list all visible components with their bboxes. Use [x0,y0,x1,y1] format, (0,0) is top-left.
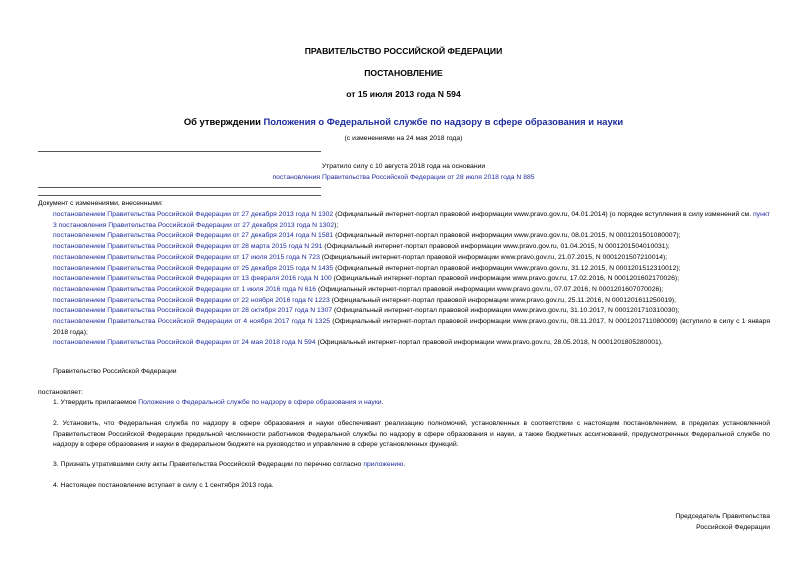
lost-force-link[interactable]: постановления Правительства Российской Федерации от 28 июля 2018 года N 885 [272,174,535,181]
amendment-link[interactable]: постановлением Правительства Российской Федерации от 25 декабря 2015 года N 1435 [53,264,334,272]
signature-title: Председатель Правительства [675,513,770,520]
list-item: постановлением Правительства Российской Федерации от 27 декабря 2014 года N 1581 (Официальный интернет-портал правовой информации www.pravo.gov.ru, 08.01.2015, N 0001201501080007); [53,232,681,240]
document-type: ПОСТАНОВЛЕНИЕ [364,68,443,78]
signature-body: Российской Федерации [696,524,770,531]
list-item: постановлением Правительства Российской Федерации от 22 ноября 2016 года N 1223 (Официальный интернет-портал правовой информации www.pravo.gov.ru, 25.11.2016, N 0001201611250019); [53,296,677,304]
amendment-link[interactable]: постановлением Правительства Российской Федерации от 17 июля 2015 года N 723 [53,253,320,261]
list-item: постановлением Правительства Российской Федерации от 17 июля 2015 года N 723 (Официальный интернет-портал правовой информации www.pravo.gov.ru, 21.07.2015, N 0001201507210014); [53,253,668,261]
amendment-link[interactable]: постановлением Правительства Российской Федерации от 4 ноября 2017 года N 1325 [53,318,331,326]
list-item: постановлением Правительства Российской Федерации от 13 февраля 2016 года N 100 (Официальный интернет-портал правовой информации www.pravo.gov.ru, 17.02.2016, N 0001201602170026); [53,275,679,283]
list-item: постановлением Правительства Российской Федерации от 1 июля 2016 года N 616 (Официальный интернет-портал правовой информации www.pravo.gov.ru, 07.07.2016, N 0001201607070026); [53,285,664,293]
title-prefix: Об утверждении [183,116,264,127]
divider [38,187,321,188]
changes-heading: Документ с изменениями, внесенными: [38,200,163,207]
amendment-link[interactable]: постановлением Правительства Российской Федерации от 27 декабря 2014 года N 1581 [53,232,334,240]
list-item: постановлением Правительства Российской Федерации от 28 октября 2017 года N 1307 (Официальный интернет-портал правовой информации www.pravo.gov.ru, 31.10.2017, N 0001201710310030); [53,307,680,315]
title-link[interactable]: Положения о Федеральной службе по надзору в сфере образования и науки [263,116,624,127]
list-item: постановлением Правительства Российской Федерации от 24 мая 2018 года N 594 (Официальный интернет-портал правовой информации www.pravo.gov.ru, 28.05.2018, N 0001201805280001). [53,339,663,347]
lost-force-line: Утратило силу с 10 августа 2018 года на основании [321,163,486,170]
amendment-link[interactable]: постановлением Правительства Российской Федерации от 27 декабря 2013 года N 1302 [53,211,334,218]
amended-note: (с изменениями на 24 мая 2018 года) [344,135,463,142]
amendment-link[interactable]: постановлением Правительства Российской Федерации от 1 июля 2016 года N 616 [53,285,317,293]
divider [38,151,321,152]
decree-verb: постановляет: [38,389,83,396]
divider [38,195,321,196]
issuing-body: Правительство Российской Федерации [53,368,177,375]
government-heading: ПРАВИТЕЛЬСТВО РОССИЙСКОЙ ФЕДЕРАЦИИ [304,46,503,56]
list-item: постановлением Правительства Российской Федерации от 25 декабря 2015 года N 1435 (Официальный интернет-портал правовой информации www.pravo.gov.ru, 31.12.2015, N 0001201512310012); [53,264,681,272]
amendment-link[interactable]: пункт 3 постановления Правительства Российской Федерации от 27 декабря 2013 года N 1302 [53,211,770,229]
amendment-link[interactable]: постановлением Правительства Российской Федерации от 28 марта 2015 года N 291 [53,243,323,251]
paragraph-4: 4. Настоящее постановление вступает в силу с 1 сентября 2013 года. [53,482,274,489]
document-date-number: от 15 июля 2013 года N 594 [346,89,461,99]
list-item: постановлением Правительства Российской Федерации от 4 ноября 2017 года N 1325 (Официальный интернет-портал правовой информации www.pravo.gov.ru, 08.11.2017, N 0001201711080009) (вступило в силу с 1 января 2018 года); [53,318,770,336]
amendment-link[interactable]: постановлением Правительства Российской Федерации от 13 февраля 2016 года N 100 [53,275,332,283]
list-item: постановлением Правительства Российской Федерации от 27 декабря 2013 года N 1302 (Официальный интернет-портал правовой информации www.pravo.gov.ru, 04.01.2014) (о порядке вступления в силу изменений см. пункт 3 постановления Правительства Российской Федерации от 27 декабря 2013 года N 1302); [53,211,770,229]
appendix-link[interactable]: приложению [363,461,404,468]
amendment-link[interactable]: постановлением Правительства Российской Федерации от 24 мая 2018 года N 594 [53,339,316,347]
list-item: постановлением Правительства Российской Федерации от 28 марта 2015 года N 291 (Официальный интернет-портал правовой информации www.pravo.gov.ru, 01.04.2015, N 0001201504010031); [53,243,670,251]
document-title [0,116,807,127]
changes-list [38,210,770,349]
paragraph-2: 2. Установить, что Федеральная служба по надзору в сфере образования и науки обеспечивает реализацию полномочий, установленных в соответствии с настоящим постановлением, в пределах установленной Правительством Российской Федерации предельной численности работников Федеральной службы по надзору в сфере образования и науки, а также бюджетных ассигнований, предусмотренных Федеральной службе по надзору в сфере образования и науки в федеральном бюджете на руководство и управление в сфере установленных функций. [53,420,770,449]
paragraph-1: 1. Утвердить прилагаемое Положение о Федеральной службе по надзору в сфере образования и науки. [53,399,384,406]
regulation-link[interactable]: Положение о Федеральной службе по надзору в сфере образования и науки [138,399,382,406]
paragraph-3: 3. Признать утратившими силу акты Правительства Российской Федерации по перечню согласно приложению. [53,461,406,468]
amendment-link[interactable]: постановлением Правительства Российской Федерации от 22 ноября 2016 года N 1223 [53,296,330,304]
amendment-link[interactable]: постановлением Правительства Российской Федерации от 28 октября 2017 года N 1307 [53,307,333,315]
